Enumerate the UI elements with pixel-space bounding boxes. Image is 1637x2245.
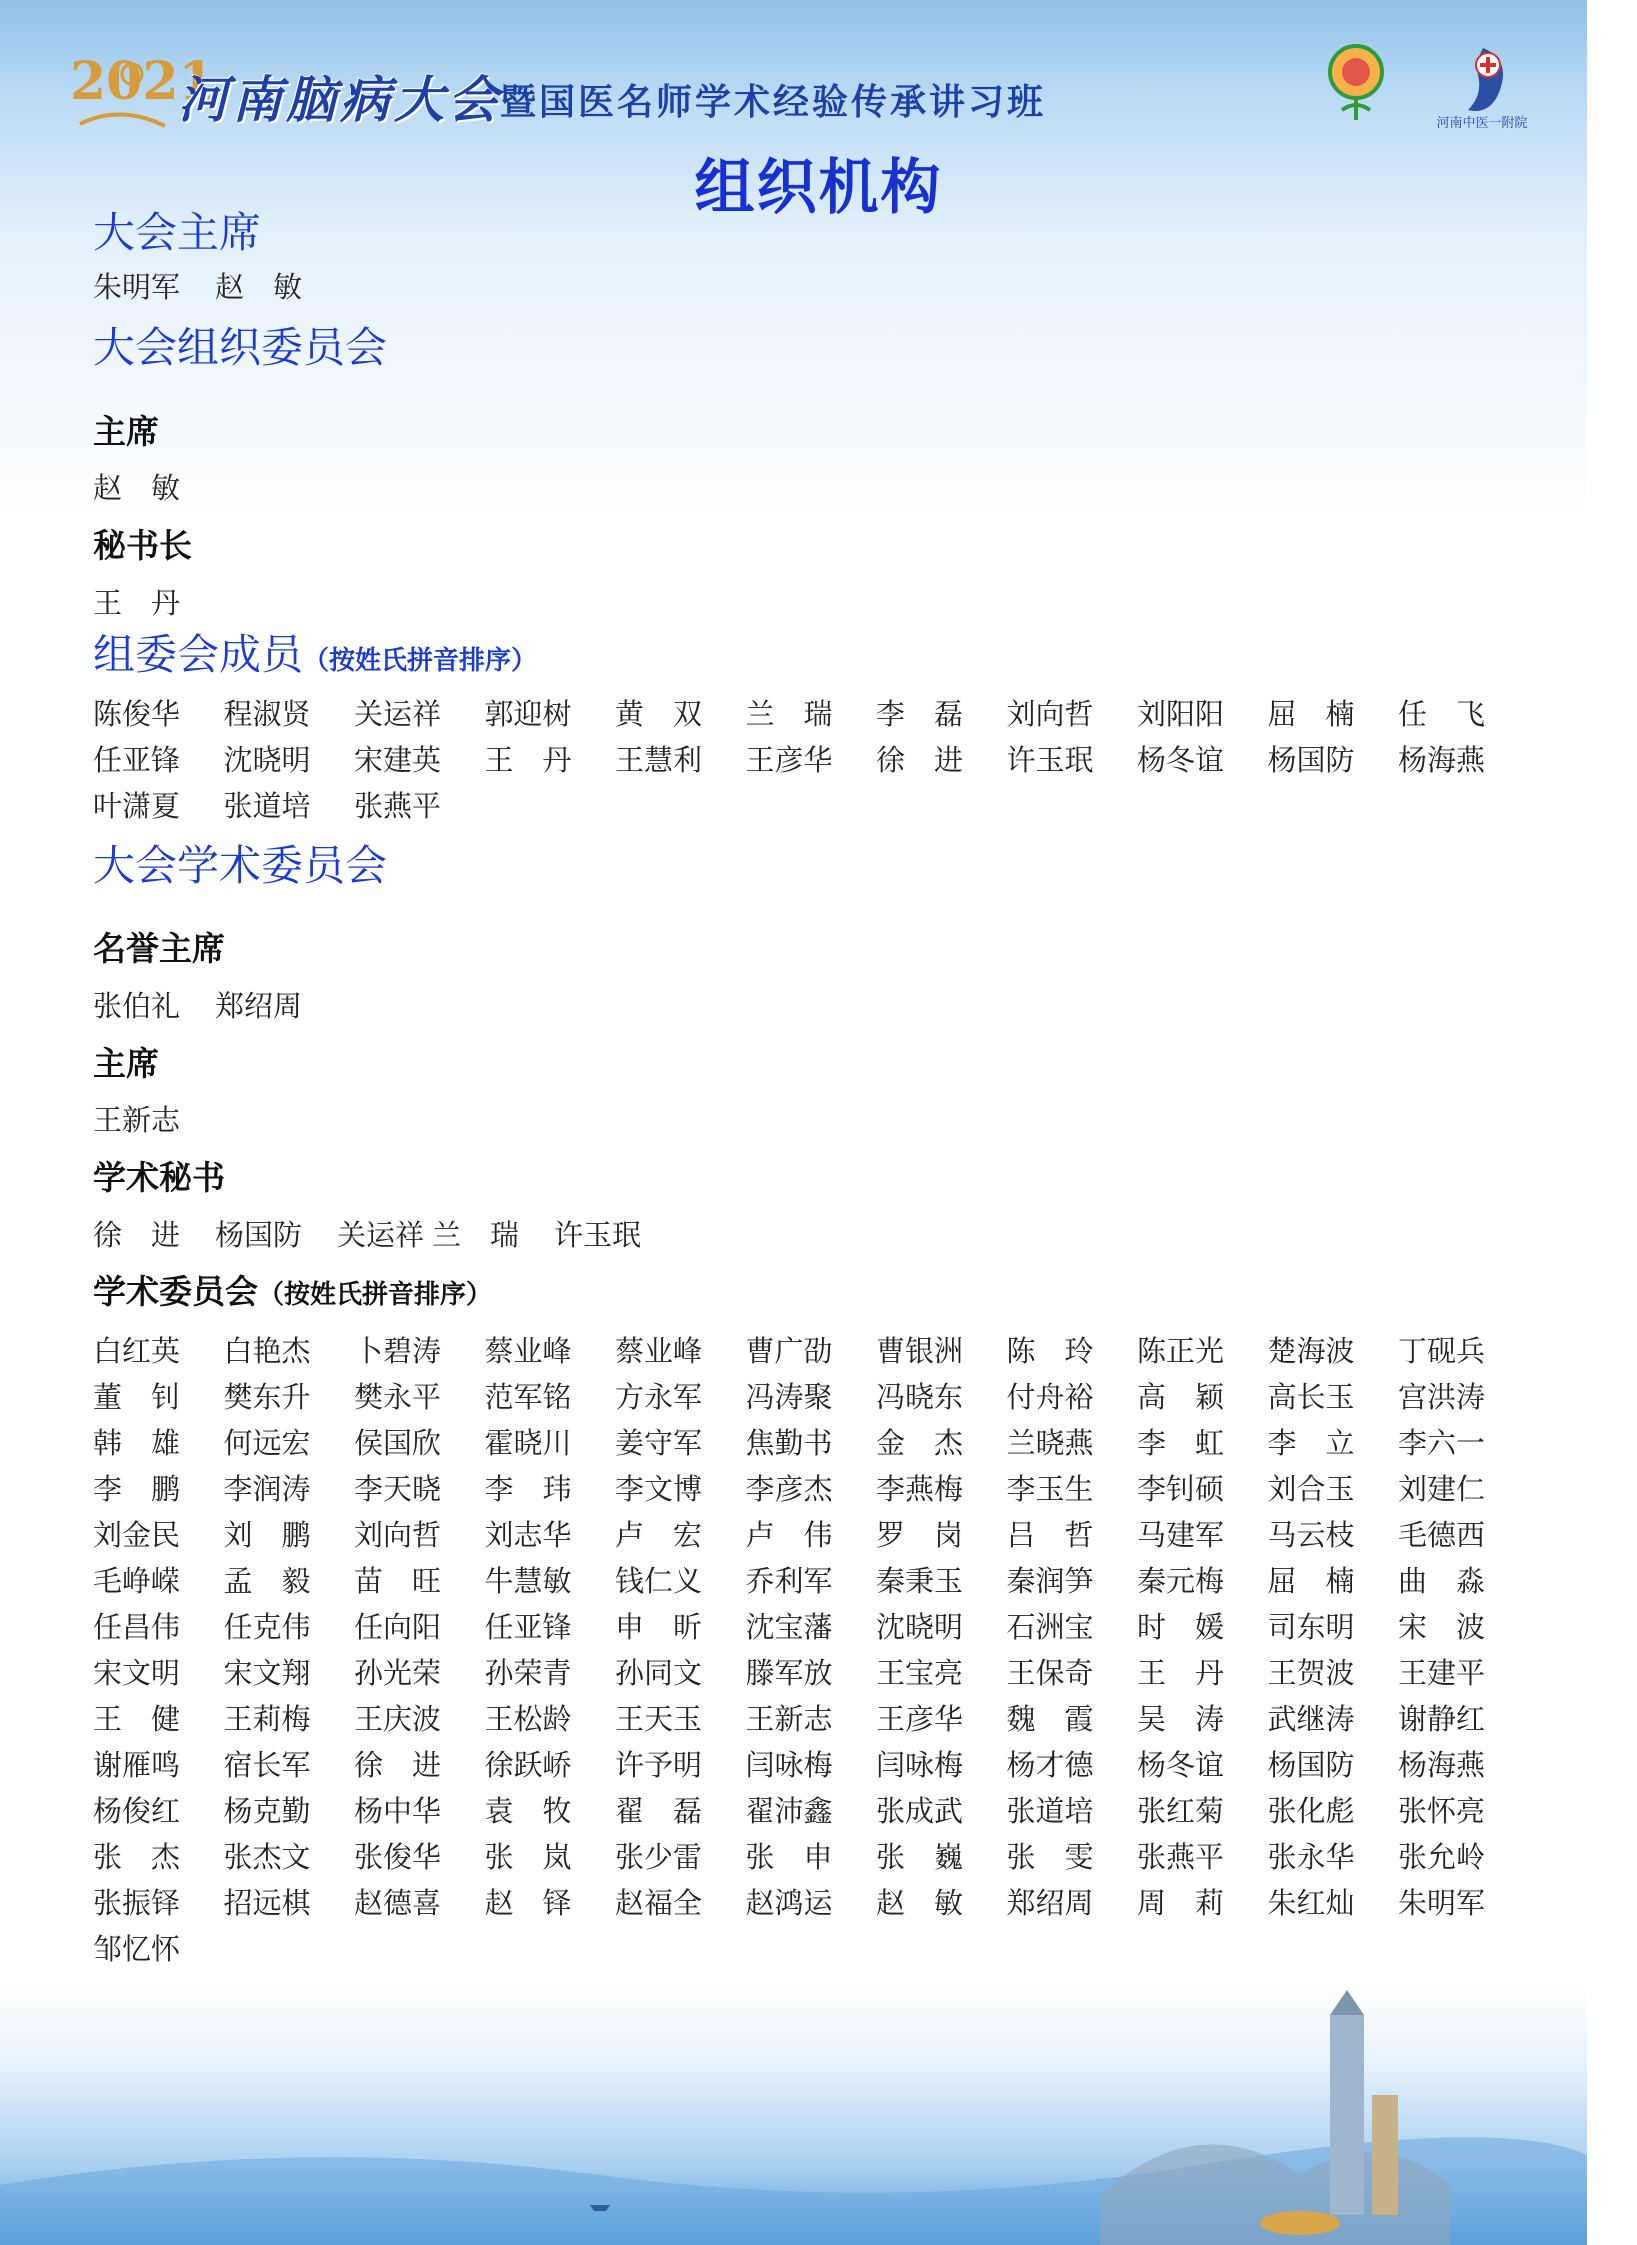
page-title: 组织机构 bbox=[694, 153, 943, 223]
member-name: 王松龄 bbox=[484, 1701, 572, 1736]
member-name: 沈宝藩 bbox=[745, 1609, 833, 1644]
academic-secretary-names bbox=[93, 1218, 1513, 1253]
member-name: 孙同文 bbox=[615, 1655, 703, 1690]
member-name: 沈晓明 bbox=[223, 742, 311, 777]
member-name: 陈正光 bbox=[1137, 1333, 1225, 1368]
name: 兰 瑞 bbox=[432, 1217, 520, 1252]
member-name: 李文博 bbox=[615, 1471, 703, 1506]
member-name: 冯晓东 bbox=[876, 1379, 964, 1414]
academic-members-list bbox=[93, 1328, 1513, 1972]
academic-members-heading bbox=[93, 1272, 1513, 1312]
member-name: 丁砚兵 bbox=[1398, 1333, 1486, 1368]
member-name: 董 钊 bbox=[93, 1379, 181, 1414]
org-members-heading bbox=[93, 630, 1513, 680]
member-name: 白艳杰 bbox=[223, 1333, 311, 1368]
member-name: 吕 哲 bbox=[1006, 1517, 1094, 1552]
member-name: 王彦华 bbox=[745, 742, 833, 777]
member-name: 韩 雄 bbox=[93, 1425, 181, 1460]
member-name: 宿长军 bbox=[223, 1747, 311, 1782]
member-name: 王保奇 bbox=[1006, 1655, 1094, 1690]
member-name: 叶潇夏 bbox=[93, 788, 181, 823]
academic-members-title: 学术委员会 bbox=[93, 1272, 258, 1312]
member-name: 杨克勤 bbox=[223, 1793, 311, 1828]
member-name: 张少雷 bbox=[615, 1839, 703, 1874]
member-name: 冯涛聚 bbox=[745, 1379, 833, 1414]
member-name: 任昌伟 bbox=[93, 1609, 181, 1644]
member-name: 张道培 bbox=[223, 788, 311, 823]
member-name: 宋 波 bbox=[1398, 1609, 1486, 1644]
member-name: 司东明 bbox=[1267, 1609, 1355, 1644]
member-name: 高 颖 bbox=[1137, 1379, 1225, 1414]
member-name: 杨海燕 bbox=[1398, 742, 1486, 777]
member-name: 翟沛鑫 bbox=[745, 1793, 833, 1828]
member-name: 牛慧敏 bbox=[484, 1563, 572, 1598]
chairman-heading: 大会主席 bbox=[93, 208, 262, 257]
member-name: 孙荣青 bbox=[484, 1655, 572, 1690]
member-name: 许予明 bbox=[615, 1747, 703, 1782]
member-name: 徐 进 bbox=[354, 1747, 442, 1782]
org-members-title: 组委会成员 bbox=[93, 630, 304, 680]
member-name: 马建军 bbox=[1137, 1517, 1225, 1552]
name: 许玉珉 bbox=[554, 1217, 642, 1252]
member-name: 宋文明 bbox=[93, 1655, 181, 1690]
member-name: 张允岭 bbox=[1398, 1839, 1486, 1874]
member-name: 李天晓 bbox=[354, 1471, 442, 1506]
member-name: 曹银洲 bbox=[876, 1333, 964, 1368]
member-name: 李 立 bbox=[1267, 1425, 1355, 1460]
member-name: 关运祥 bbox=[354, 696, 442, 731]
member-name: 徐 进 bbox=[876, 742, 964, 777]
member-name: 卢 宏 bbox=[615, 1517, 703, 1552]
header bbox=[0, 0, 1587, 150]
member-name: 赵 敏 bbox=[876, 1885, 964, 1920]
member-name: 刘建仁 bbox=[1398, 1471, 1486, 1506]
org-secretary-label: 秘书长 bbox=[93, 525, 192, 565]
member-name: 刘阳阳 bbox=[1137, 696, 1225, 731]
name: 赵 敏 bbox=[215, 270, 303, 305]
member-name: 樊东升 bbox=[223, 1379, 311, 1414]
member-name: 任亚锋 bbox=[484, 1609, 572, 1644]
name: 郑绍周 bbox=[215, 988, 303, 1023]
member-name: 张 岚 bbox=[484, 1839, 572, 1874]
member-name: 白红英 bbox=[93, 1333, 181, 1368]
member-name: 石洲宝 bbox=[1006, 1609, 1094, 1644]
header-title-main: 河南脑病大会 bbox=[178, 70, 502, 129]
member-name: 张红菊 bbox=[1137, 1793, 1225, 1828]
member-name: 翟 磊 bbox=[615, 1793, 703, 1828]
name: 王新志 bbox=[93, 1103, 181, 1138]
member-name: 杨国防 bbox=[1267, 742, 1355, 777]
member-name: 魏 霞 bbox=[1006, 1701, 1094, 1736]
academic-chair-names bbox=[93, 1103, 1513, 1138]
member-name: 李 虹 bbox=[1137, 1425, 1225, 1460]
member-name: 高长玉 bbox=[1267, 1379, 1355, 1414]
member-name: 刘金民 bbox=[93, 1517, 181, 1552]
member-name: 毛峥嵘 bbox=[93, 1563, 181, 1598]
member-name: 陈俊华 bbox=[93, 696, 181, 731]
member-name: 张燕平 bbox=[1137, 1839, 1225, 1874]
member-name: 何远宏 bbox=[223, 1425, 311, 1460]
member-name: 蔡业峰 bbox=[615, 1333, 703, 1368]
member-name: 张 雯 bbox=[1006, 1839, 1094, 1874]
member-name: 宋建英 bbox=[354, 742, 442, 777]
member-name: 张成武 bbox=[876, 1793, 964, 1828]
member-name: 刘向哲 bbox=[354, 1517, 442, 1552]
member-name: 刘志华 bbox=[484, 1517, 572, 1552]
member-name: 张 杰 bbox=[93, 1839, 181, 1874]
member-name: 屈 楠 bbox=[1267, 1563, 1355, 1598]
landscape-illustration bbox=[0, 1985, 1587, 2245]
member-name: 樊永平 bbox=[354, 1379, 442, 1414]
name: 王 丹 bbox=[93, 585, 181, 620]
member-name: 王天玉 bbox=[615, 1701, 703, 1736]
brain-society-logo bbox=[1318, 40, 1394, 126]
member-name: 徐跃峤 bbox=[484, 1747, 572, 1782]
member-name: 朱红灿 bbox=[1267, 1885, 1355, 1920]
member-name: 李润涛 bbox=[223, 1471, 311, 1506]
member-name: 陈 玲 bbox=[1006, 1333, 1094, 1368]
member-name: 卢 伟 bbox=[745, 1517, 833, 1552]
name: 朱明军 bbox=[93, 270, 181, 305]
member-name: 曹广劭 bbox=[745, 1333, 833, 1368]
member-name: 李燕梅 bbox=[876, 1471, 964, 1506]
member-name: 朱明军 bbox=[1398, 1885, 1486, 1920]
member-name: 兰 瑞 bbox=[745, 696, 833, 731]
member-name: 周 莉 bbox=[1137, 1885, 1225, 1920]
member-name: 刘合玉 bbox=[1267, 1471, 1355, 1506]
hospital-logo-text: 河南中医一附院 bbox=[1436, 116, 1528, 131]
member-name: 金 杰 bbox=[876, 1425, 964, 1460]
member-name: 屈 楠 bbox=[1267, 696, 1355, 731]
member-name: 罗 岗 bbox=[876, 1517, 964, 1552]
chairman-names bbox=[93, 270, 1513, 305]
member-name: 王庆波 bbox=[354, 1701, 442, 1736]
honorary-chair-names bbox=[93, 989, 1513, 1024]
member-name: 孟 毅 bbox=[223, 1563, 311, 1598]
member-name: 黄 双 bbox=[615, 696, 703, 731]
member-name: 付舟裕 bbox=[1006, 1379, 1094, 1414]
member-name: 李 鹏 bbox=[93, 1471, 181, 1506]
member-name: 苗 旺 bbox=[354, 1563, 442, 1598]
member-name: 楚海波 bbox=[1267, 1333, 1355, 1368]
member-name: 霍晓川 bbox=[484, 1425, 572, 1460]
member-name: 张杰文 bbox=[223, 1839, 311, 1874]
academic-members-note: （按姓氏拼音排序） bbox=[258, 1280, 493, 1311]
member-name: 李 磊 bbox=[876, 696, 964, 731]
member-name: 王 丹 bbox=[484, 742, 572, 777]
member-name: 姜守军 bbox=[615, 1425, 703, 1460]
member-name: 宫洪涛 bbox=[1398, 1379, 1486, 1414]
member-name: 范军铭 bbox=[484, 1379, 572, 1414]
academic-secretary-label: 学术秘书 bbox=[93, 1157, 225, 1197]
member-name: 张道培 bbox=[1006, 1793, 1094, 1828]
member-name: 李钊硕 bbox=[1137, 1471, 1225, 1506]
member-name: 赵鸿运 bbox=[745, 1885, 833, 1920]
member-name: 杨俊红 bbox=[93, 1793, 181, 1828]
member-name: 侯国欣 bbox=[354, 1425, 442, 1460]
content bbox=[93, 208, 1513, 1972]
member-name: 王宝亮 bbox=[876, 1655, 964, 1690]
member-name: 吴 涛 bbox=[1137, 1701, 1225, 1736]
member-name: 闫咏梅 bbox=[745, 1747, 833, 1782]
member-name: 杨中华 bbox=[354, 1793, 442, 1828]
member-name: 申 昕 bbox=[615, 1609, 703, 1644]
member-name: 袁 牧 bbox=[484, 1793, 572, 1828]
name: 杨国防 bbox=[215, 1217, 303, 1252]
name: 赵 敏 bbox=[93, 471, 181, 506]
member-name: 郑绍周 bbox=[1006, 1885, 1094, 1920]
member-name: 任向阳 bbox=[354, 1609, 442, 1644]
member-name: 刘 鹏 bbox=[223, 1517, 311, 1552]
header-title-sub: 暨国医名师学术经验传承讲习班 bbox=[500, 82, 1047, 123]
name: 张伯礼 bbox=[93, 988, 181, 1023]
member-name: 卜碧涛 bbox=[354, 1333, 442, 1368]
member-name: 乔利军 bbox=[745, 1563, 833, 1598]
member-name: 方永军 bbox=[615, 1379, 703, 1414]
member-name: 秦秉玉 bbox=[876, 1563, 964, 1598]
name: 徐 进 bbox=[93, 1217, 181, 1252]
member-name: 刘向哲 bbox=[1006, 696, 1094, 731]
member-name: 张永华 bbox=[1267, 1839, 1355, 1874]
member-name: 王新志 bbox=[745, 1701, 833, 1736]
member-name: 毛德西 bbox=[1398, 1517, 1486, 1552]
member-name: 秦润笋 bbox=[1006, 1563, 1094, 1598]
member-name: 李 玮 bbox=[484, 1471, 572, 1506]
member-name: 蔡业峰 bbox=[484, 1333, 572, 1368]
member-name: 杨冬谊 bbox=[1137, 1747, 1225, 1782]
member-name: 李六一 bbox=[1398, 1425, 1486, 1460]
background-landscape bbox=[0, 1985, 1587, 2245]
member-name: 王建平 bbox=[1398, 1655, 1486, 1690]
member-name: 王彦华 bbox=[876, 1701, 964, 1736]
member-name: 秦元梅 bbox=[1137, 1563, 1225, 1598]
member-name: 钱仁义 bbox=[615, 1563, 703, 1598]
member-name: 杨冬谊 bbox=[1137, 742, 1225, 777]
academic-committee-heading: 大会学术委员会 bbox=[93, 840, 388, 890]
member-name: 李彦杰 bbox=[745, 1471, 833, 1506]
member-name: 许玉珉 bbox=[1006, 742, 1094, 777]
member-name: 兰晓燕 bbox=[1006, 1425, 1094, 1460]
member-name: 杨海燕 bbox=[1398, 1747, 1486, 1782]
member-name: 焦勤书 bbox=[745, 1425, 833, 1460]
member-name: 孙光荣 bbox=[354, 1655, 442, 1690]
member-name: 张燕平 bbox=[354, 788, 442, 823]
academic-chair-label: 主席 bbox=[93, 1043, 159, 1083]
member-name: 王 丹 bbox=[1137, 1655, 1225, 1690]
member-name: 滕军放 bbox=[745, 1655, 833, 1690]
member-name: 赵德喜 bbox=[354, 1885, 442, 1920]
org-members-note: （按姓氏拼音排序） bbox=[303, 646, 538, 677]
member-name: 时 媛 bbox=[1137, 1609, 1225, 1644]
member-name: 招远棋 bbox=[223, 1885, 311, 1920]
member-name: 张俊华 bbox=[354, 1839, 442, 1874]
member-name: 赵福全 bbox=[615, 1885, 703, 1920]
member-name: 曲 淼 bbox=[1398, 1563, 1486, 1598]
member-name: 任 飞 bbox=[1398, 696, 1486, 731]
honorary-chair-label: 名誉主席 bbox=[93, 929, 225, 969]
member-name: 杨才德 bbox=[1006, 1747, 1094, 1782]
member-name: 王慧利 bbox=[615, 742, 703, 777]
member-name: 张振铎 bbox=[93, 1885, 181, 1920]
member-name: 任亚锋 bbox=[93, 742, 181, 777]
member-name: 任克伟 bbox=[223, 1609, 311, 1644]
org-members-list bbox=[93, 691, 1513, 829]
member-name: 张 申 bbox=[745, 1839, 833, 1874]
org-chair-label: 主席 bbox=[93, 411, 159, 451]
member-name: 王贺波 bbox=[1267, 1655, 1355, 1690]
member-name: 邹忆怀 bbox=[93, 1931, 181, 1966]
event-logo-2021 bbox=[70, 44, 215, 140]
org-secretary-names bbox=[93, 586, 1513, 621]
member-name: 闫咏梅 bbox=[876, 1747, 964, 1782]
member-name: 张怀亮 bbox=[1398, 1793, 1486, 1828]
logo-year-text: 2021 bbox=[70, 51, 215, 112]
member-name: 沈晓明 bbox=[876, 1609, 964, 1644]
member-name: 武继涛 bbox=[1267, 1701, 1355, 1736]
member-name: 赵 铎 bbox=[484, 1885, 572, 1920]
member-name: 张 巍 bbox=[876, 1839, 964, 1874]
name: 关运祥 bbox=[337, 1217, 425, 1252]
member-name: 李玉生 bbox=[1006, 1471, 1094, 1506]
member-name: 宋文翔 bbox=[223, 1655, 311, 1690]
member-name: 马云枝 bbox=[1267, 1517, 1355, 1552]
member-name: 谢雁鸣 bbox=[93, 1747, 181, 1782]
org-committee-heading: 大会组织委员会 bbox=[93, 323, 388, 373]
member-name: 王莉梅 bbox=[223, 1701, 311, 1736]
member-name: 程淑贤 bbox=[223, 696, 311, 731]
member-name: 张化彪 bbox=[1267, 1793, 1355, 1828]
org-chair-names bbox=[93, 471, 1513, 506]
member-name: 郭迎树 bbox=[484, 696, 572, 731]
member-name: 谢静红 bbox=[1398, 1701, 1486, 1736]
member-name: 王 健 bbox=[93, 1701, 181, 1736]
member-name: 杨国防 bbox=[1267, 1747, 1355, 1782]
